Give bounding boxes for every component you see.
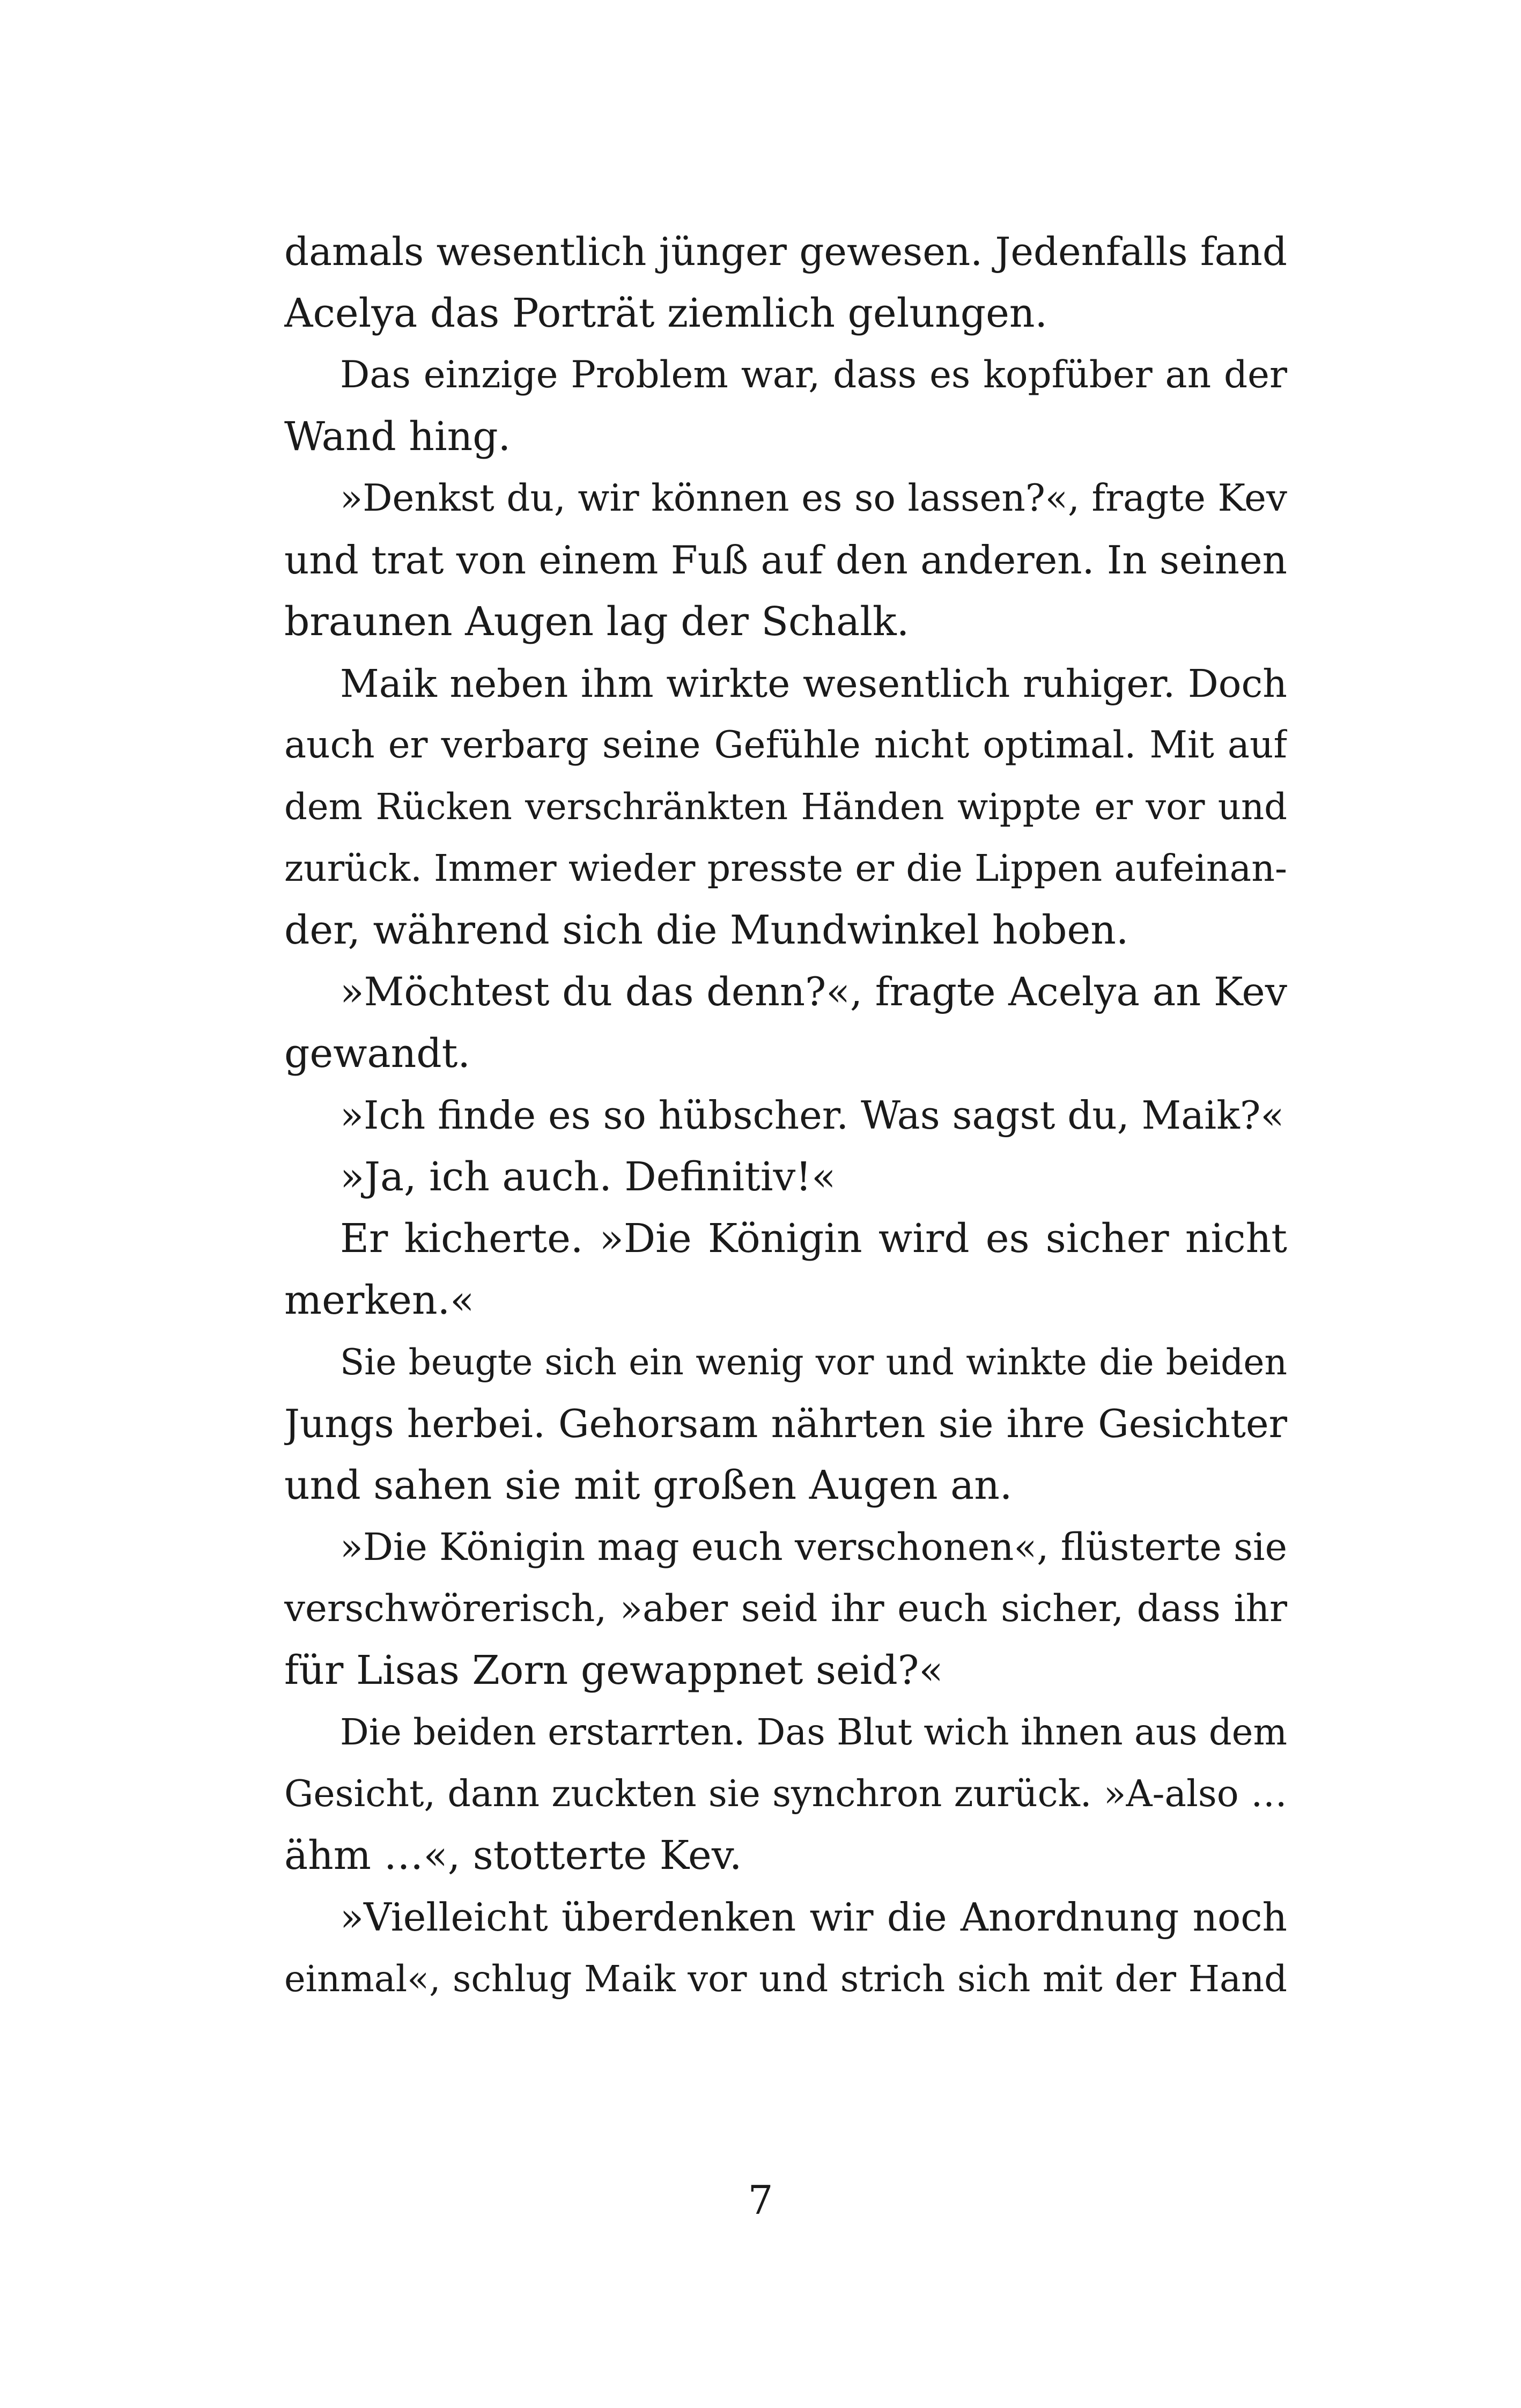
text-line: einmal«, schlug Maik vor und strich sich mit der Hand bbox=[284, 1958, 1287, 2000]
text-line: Wand hing. bbox=[284, 414, 511, 460]
page-number: 7 bbox=[748, 2177, 773, 2223]
text-line: Acelya das Porträt ziemlich gelungen. bbox=[284, 290, 1048, 336]
text-line: »Möchtest du das denn?«, fragte Acelya an Kev bbox=[340, 969, 1287, 1015]
text-line: zurück. Immer wieder presste er die Lippen aufeinan- bbox=[284, 848, 1287, 890]
text-line: Er kicherte. »Die Königin wird es sicher nicht bbox=[340, 1216, 1287, 1262]
text-line: Maik neben ihm wirkte wesentlich ruhiger. Doch bbox=[340, 661, 1287, 706]
text-line: »Denkst du, wir können es so lassen?«, fragte Kev bbox=[340, 477, 1287, 520]
text-line: damals wesentlich jünger gewesen. Jedenfalls fand bbox=[284, 229, 1287, 274]
text-line: der, während sich die Mundwinkel hoben. bbox=[284, 907, 1129, 953]
text-line: und sahen sie mit großen Augen an. bbox=[284, 1462, 1013, 1508]
text-line: verschwörerisch, »aber seid ihr euch sicher, dass ihr bbox=[284, 1587, 1287, 1630]
text-line: gewandt. bbox=[284, 1030, 470, 1077]
text-line: ähm …«, stotterte Kev. bbox=[284, 1832, 742, 1879]
text-line: »Die Königin mag euch verschonen«, flüsterte sie bbox=[340, 1525, 1287, 1569]
text-line: dem Rücken verschränkten Händen wippte er vor und bbox=[284, 786, 1287, 828]
body-text bbox=[284, 221, 1287, 2010]
text-line: Gesicht, dann zuckten sie synchron zurück. »A-also … bbox=[284, 1773, 1287, 1815]
text-line: für Lisas Zorn gewappnet seid?« bbox=[284, 1647, 943, 1693]
text-line: »Ich finde es so hübscher. Was sagst du, Maik?« bbox=[340, 1093, 1284, 1138]
text-line: merken.« bbox=[284, 1277, 475, 1323]
text-line: Das einzige Problem war, dass es kopfüber an der bbox=[340, 354, 1287, 396]
text-line: »Vielleicht überdenken wir die Anordnung noch bbox=[340, 1895, 1287, 1940]
text-line: Sie beugte sich ein wenig vor und winkte die beiden bbox=[340, 1342, 1287, 1383]
text-line: auch er verbarg seine Gefühle nicht optimal. Mit auf bbox=[284, 724, 1287, 767]
text-line: »Ja, ich auch. Definitiv!« bbox=[340, 1154, 836, 1200]
text-line: braunen Augen lag der Schalk. bbox=[284, 599, 910, 645]
text-line: Jungs herbei. Gehorsam nährten sie ihre Gesichter bbox=[284, 1401, 1287, 1446]
text-line: und trat von einem Fuß auf den anderen. In seinen bbox=[284, 537, 1287, 583]
text-line: Die beiden erstarrten. Das Blut wich ihnen aus dem bbox=[340, 1711, 1287, 1753]
